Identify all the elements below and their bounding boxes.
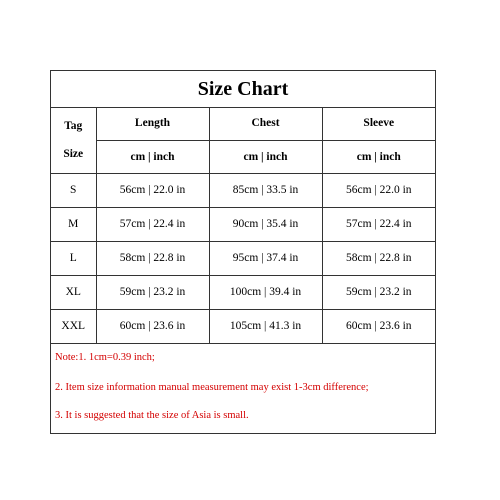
- table-row: [51, 207, 435, 241]
- table-row: [51, 241, 435, 275]
- chest-value: 85cm | 33.5 in: [209, 173, 322, 207]
- size-table: [51, 107, 435, 344]
- size-value: L: [51, 241, 96, 275]
- length-value: 56cm | 22.0 in: [96, 173, 209, 207]
- note-conversion: Note:1. 1cm=0.39 inch;: [55, 352, 155, 363]
- sleeve-value: 58cm | 22.8 in: [322, 241, 435, 275]
- sleeve-value: 56cm | 22.0 in: [322, 173, 435, 207]
- note-measurement: 2. Item size information manual measurement may exist 1-3cm difference;: [55, 382, 369, 393]
- size-label: Size: [63, 147, 84, 160]
- size-value: M: [51, 207, 96, 241]
- table-units-row: [51, 140, 435, 173]
- length-value: 60cm | 23.6 in: [96, 309, 209, 343]
- column-header-sleeve: Sleeve: [322, 107, 435, 140]
- unit-length: cm | inch: [96, 140, 209, 173]
- table-row: [51, 275, 435, 309]
- chest-value: 95cm | 37.4 in: [209, 241, 322, 275]
- size-value: XXL: [51, 309, 96, 343]
- note-asia-size: 3. It is suggested that the size of Asia is small.: [55, 410, 249, 421]
- length-value: 58cm | 22.8 in: [96, 241, 209, 275]
- table-row: [51, 309, 435, 343]
- unit-chest: cm | inch: [209, 140, 322, 173]
- chest-value: 100cm | 39.4 in: [209, 275, 322, 309]
- tag-size-header: [51, 107, 96, 173]
- chest-value: 105cm | 41.3 in: [209, 309, 322, 343]
- size-value: XL: [51, 275, 96, 309]
- tag-label: Tag: [64, 119, 83, 132]
- size-chart: [50, 70, 436, 434]
- length-value: 57cm | 22.4 in: [96, 207, 209, 241]
- size-value: S: [51, 173, 96, 207]
- chart-title: Size Chart: [51, 71, 435, 108]
- chest-value: 90cm | 35.4 in: [209, 207, 322, 241]
- unit-sleeve: cm | inch: [322, 140, 435, 173]
- sleeve-value: 60cm | 23.6 in: [322, 309, 435, 343]
- notes-section: [51, 342, 435, 434]
- length-value: 59cm | 23.2 in: [96, 275, 209, 309]
- table-header-row: [51, 107, 435, 140]
- table-row: [51, 173, 435, 207]
- sleeve-value: 57cm | 22.4 in: [322, 207, 435, 241]
- column-header-length: Length: [96, 107, 209, 140]
- sleeve-value: 59cm | 23.2 in: [322, 275, 435, 309]
- column-header-chest: Chest: [209, 107, 322, 140]
